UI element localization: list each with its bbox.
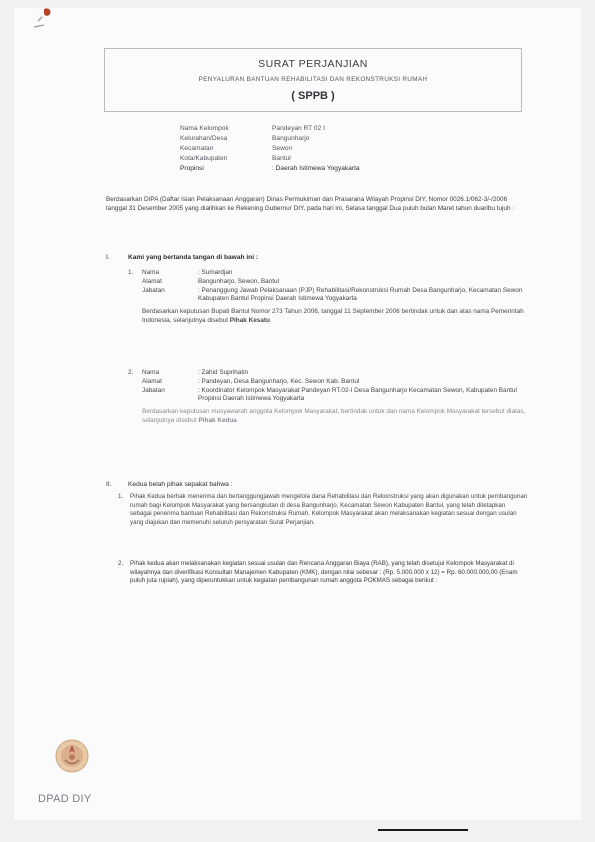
archive-watermark-label: DPAD DIY [38, 793, 92, 805]
party-2-basis: Berdasarkan keputusan musyawarah anggota Kelompok Masyarakat, bertindak untuk dan nama Kelompok Masyarakat tersebut diatas, selanjutnya disebut Pihak Kedua [142, 408, 526, 424]
identity-row: Kota/Kabupaten Bantul [180, 155, 291, 162]
agreement-item: 2. Pihak kedua akan melaksanakan kegiatan sesuai usulan dan Rencana Anggaran Biaya (RAB), yang telah disetujui Kelompok Masyarakat di wilayahnya dan diverifikasi Konsultan Manajemen Kabupaten (KMK), dengan nilai sebesar : (Rp. 5.000.000 x 12) = Rp. 60.000.000,00 (Enam puluh juta rupiah), yang diperuntukkan untuk kegiatan pembangunan rumah anggota POKMAS sebagai berikut : [118, 560, 518, 585]
party-2-block: 2. Nama : Zahid Suprihatin Alamat : Pandeyan, Desa Bangunharjo, Kec. Sewon Kab. Bantul Jabatan : Koordinator Kelompok Masyarakat Pandeyan RT.02-I Desa Bangunharjo Kecamatan Sewon, Kabupaten Bantul Propinsi Daerah Istimewa Yogyakarta Berdasarkan keputusan musyawarah anggota Kelompok Masyarakat, bertindak untuk dan nama Kelompok Masyarakat tersebut diatas, selanjutnya disebut Pihak Kedua [128, 369, 528, 426]
party-1-block: 1. Nama : Sumardjan Alamat Bangunharjo, Sewon, Bantul Jabatan : Penanggung Jawab Pelaksanaan (PJP) Rehabilitasi/Rekonstruksi Rumah Desa Bangunharjo, Kecamatan Sewon Kabupaten Bantul Propinsi Daerah Istimewa Yogyakarta Berdasarkan keputusan Bupati Bantul Nomor 273 Tahun 2006, tanggal 11 September 2006 bertindak untuk dan atas nama Pemerintah Indonesia, selanjutnya disebut Pihak Kesatu [128, 269, 528, 326]
bottom-rule [378, 829, 468, 831]
identity-row: Kecamatan Sewon [180, 145, 293, 152]
corner-stamp-mark [30, 3, 56, 35]
document-title: SURAT PERJANJIAN [258, 58, 368, 70]
section-1-heading: I. Kami yang bertanda tangan di bawah ini : [106, 254, 259, 261]
identity-row: Propinsi : Daerah Istimewa Yogyakarta [180, 165, 360, 172]
document-subtitle: PENYALURAN BANTUAN REHABILITASI DAN REKONSTRUKSI RUMAH [198, 76, 428, 83]
party-2-name: : Zahid Suprihatin [198, 369, 249, 376]
party-2-role: Pihak Kedua [198, 416, 237, 424]
agreement-item: 1. Pihak Kedua berhak menerima dan bertanggungjawab mengelola dana Rehabilitasi dan Rekonstruksi yang akan digunakan untuk pembangunan rumah bagi Kelompok Masyarakat yang bersangkutan di desa Bangunharjo, Kecamatan Sewon Kabupaten Bantul, yang telah ditetapkan sebagai penerima bantuan Rehabilitasi dan Rekonstruksi Rumah. Kelompok Masyarakat akan melaksanakan kegiatan sesuai dengan usulan yang diajukan dan memenuhi seluruh persyaratan Surat Perjanjian. [118, 493, 528, 526]
party-1-role: Pihak Kesatu [229, 316, 270, 324]
regional-emblem-icon [52, 736, 92, 776]
identity-row: Kelurahan/Desa Bangunharjo [180, 135, 310, 142]
party-1-basis: Berdasarkan keputusan Bupati Bantul Nomor 273 Tahun 2006, tanggal 11 September 2006 bertindak untuk dan atas nama Pemerintah Indonesia, selanjutnya disebut Pihak Kesatu [142, 308, 524, 324]
document-code: ( SPPB ) [291, 90, 335, 102]
title-box [104, 48, 522, 112]
intro-paragraph: Berdasarkan DIPA (Daftar Isian Pelaksanaan Anggaran) Dinas Permukiman dan Prasarana Wilayah Propinsi DIY, Nomor 0026.1/062-3/-/2006 tanggal 31 Desember 2005 yang dialihkan ke Rekening Gubernur DIY, pada hari ini, Selasa tanggal Dua puluh bulan Maret tahun duaribu tujuh : [106, 196, 515, 213]
group-identity-table [180, 124, 360, 174]
section-2-heading: II. Kedua belah pihak sepakat bahwa : [106, 481, 233, 488]
party-1-name: : Sumardjan [198, 269, 233, 276]
identity-row: Nama Kelompok Pandeyan RT 02 I [180, 125, 325, 132]
